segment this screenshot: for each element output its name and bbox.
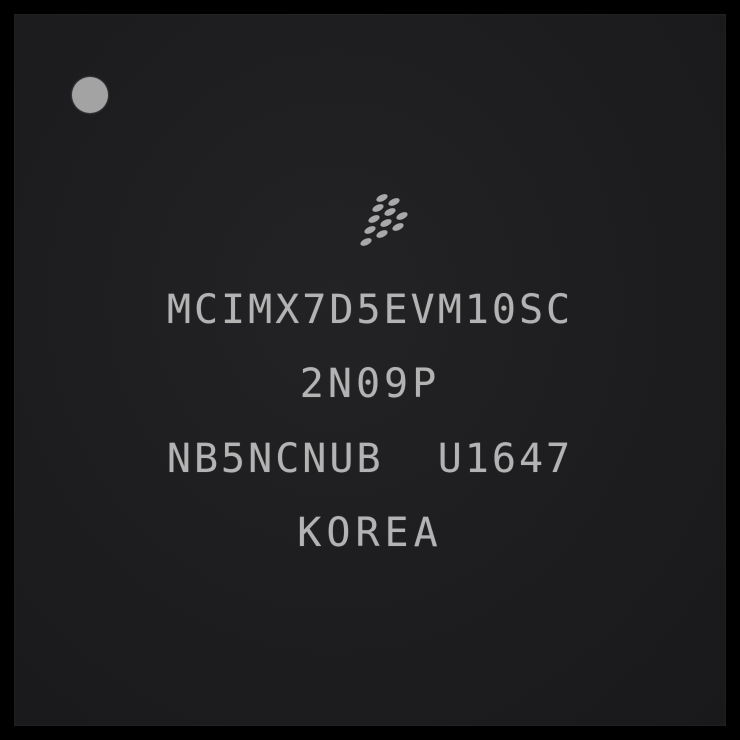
pin1-indicator-dot <box>72 77 108 113</box>
ic-package <box>14 14 726 726</box>
mask-set-marking: 2N09P <box>299 361 441 407</box>
country-of-origin-marking: KOREA <box>297 510 443 556</box>
freescale-logo-icon <box>342 186 412 256</box>
lot-date-code-marking: NB5NCNUB U1647 <box>166 436 574 482</box>
part-number-marking: MCIMX7D5EVM10SC <box>166 287 574 333</box>
